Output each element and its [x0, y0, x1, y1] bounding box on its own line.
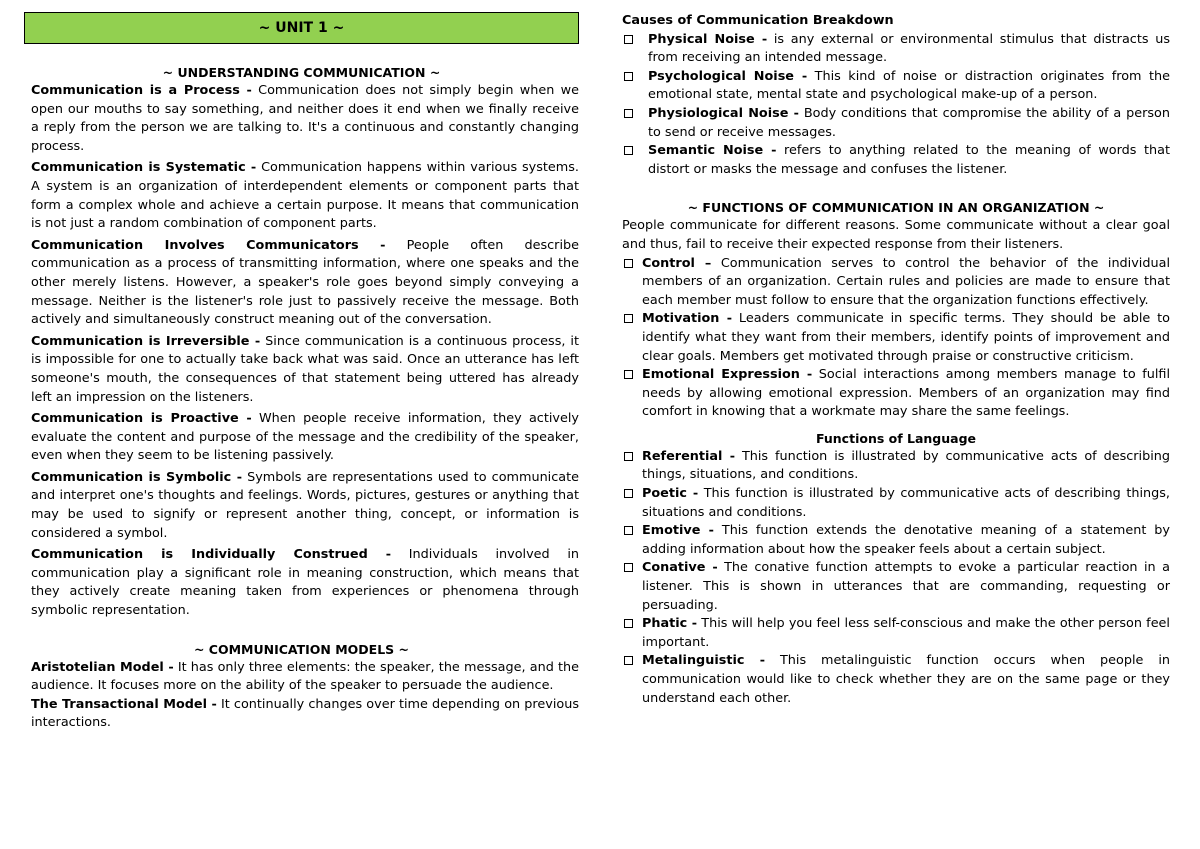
list-item: Referential - This function is illustrated by communicative acts of describing things, situations, and conditions.: [622, 448, 1170, 485]
checkbox-square-icon: [624, 526, 633, 535]
list-item: Poetic - This function is illustrated by communicative acts of describing things, situations and conditions.: [622, 485, 1170, 522]
list-item: Motivation - Leaders communicate in specific terms. They should be able to identify what they want from their members, identify points of improvement and clear goals. Members get motivated through praise or constructive criticism.: [622, 310, 1170, 366]
right-column: [622, 0, 1170, 708]
list-item: Control – Communication serves to control the behavior of the individual members of an organization. Certain rules and policies are made to ensure that each member must follow to ensure that the organization functions effectively.: [622, 255, 1170, 311]
checkbox-square-icon: [624, 656, 633, 665]
list-item: Emotive - This function extends the denotative meaning of a statement by adding information about how the speaker feels about a certain subject.: [622, 522, 1170, 559]
list-item: Semantic Noise - refers to anything related to the meaning of words that distort or masks the message and confuses the listener.: [622, 142, 1170, 179]
list-item: Metalinguistic - This metalinguistic function occurs when people in communication would like to check whether they are on the same page or they understand each other.: [622, 652, 1170, 708]
understanding-item-symbolic: Communication is Symbolic - Symbols are representations used to communicate and interpret one's thoughts and feelings. Words, pictures, gestures or anything that may be used to signify or represent another thing, concept, or information is considered a symbol.: [31, 469, 580, 541]
checkbox-square-icon: [624, 489, 633, 498]
list-item: Physiological Noise - Body conditions that compromise the ability of a person to send or receive messages.: [622, 105, 1170, 142]
model-item-aristotelian: Aristotelian Model - It has only three elements: the speaker, the message, and the audience. It focuses more on the ability of the speaker to persuade the audience.: [31, 659, 579, 694]
breakdown-list: [622, 31, 1170, 180]
model-item-transactional: The Transactional Model - It continually changes over time depending on previous interactions.: [31, 696, 579, 731]
understanding-item-irreversible: Communication is Irreversible - Since communication is a continuous process, it is impossible for one to actually take back what was said. Once an utterance has left someone's mouth, the consequences of that statement being uttered has already left an impression on the listeners.: [31, 333, 579, 405]
language-heading: Functions of Language: [815, 430, 977, 446]
checkbox-square-icon: [624, 259, 633, 268]
checkbox-square-icon: [624, 314, 633, 323]
functions-org-heading: ~ FUNCTIONS OF COMMUNICATION IN AN ORGANIZATION ~: [687, 200, 1105, 216]
functions-org-intro: People communicate for different reasons. Some communicate without a clear goal and thus, fail to receive their expected response from their listeners.: [622, 218, 1170, 252]
list-item: Psychological Noise - This kind of noise or distraction originates from the emotional state, mental state and psychological make-up of a person.: [622, 68, 1170, 105]
list-item: Emotional Expression - Social interactions among members manage to fulfil needs by allowing emotional expression. Members of an organization may find comfort in knowing that a workmate may share the same feelings.: [622, 366, 1170, 422]
checkbox-square-icon: [624, 146, 633, 155]
models-heading: ~ COMMUNICATION MODELS ~: [193, 641, 410, 657]
checkbox-square-icon: [624, 563, 633, 572]
language-list: [622, 448, 1170, 708]
left-column: [24, 0, 579, 733]
checkbox-square-icon: [624, 370, 633, 379]
checkbox-square-icon: [624, 35, 633, 44]
checkbox-square-icon: [624, 109, 633, 118]
unit-title: ~ UNIT 1 ~: [258, 20, 345, 36]
checkbox-square-icon: [624, 452, 633, 461]
understanding-item-proactive: Communication is Proactive - When people receive information, they actively evaluate the content and purpose of the message and the credibility of the speaker, even when they seem to be listening passively.: [31, 411, 579, 464]
checkbox-square-icon: [624, 619, 633, 628]
understanding-item-construed: Communication is Individually Construed - Individuals involved in communication play a significant role in meaning construction, which means that they actively create meaning taken from experiences or phenomena through symbolic representation.: [31, 547, 579, 619]
understanding-item-systematic: Communication is Systematic - Communication happens within various systems. A system is an organization of interdependent elements or component parts that form a complex whole and achieve a certain purpose. It means that communication is not just a random combination of component parts.: [31, 160, 579, 232]
functions-org-list: [622, 255, 1170, 422]
list-item: Phatic - This will help you feel less self-conscious and make the other person feel important.: [622, 615, 1170, 652]
list-item: Conative - The conative function attempts to evoke a particular reaction in a listener. This is shown in utterances that are commanding, requesting or persuading.: [622, 559, 1170, 615]
unit-banner: [24, 12, 579, 44]
list-item: Physical Noise - is any external or environmental stimulus that distracts us from receiving an intended message.: [622, 31, 1170, 68]
understanding-item-process: Communication is a Process - Communication does not simply begin when we open our mouths to say something, and neither does it end when we finally receive a reply from the person we are talking to. It's a continuous and constantly changing process.: [31, 83, 579, 154]
breakdown-heading: Causes of Communication Breakdown: [622, 13, 894, 28]
understanding-heading: ~ UNDERSTANDING COMMUNICATION ~: [162, 65, 441, 80]
checkbox-square-icon: [624, 72, 633, 81]
understanding-item-communicators: Communication Involves Communicators - People often describe communication as a process of transmitting information, where one speaks and the other merely listens. However, a speaker's role goes beyond simply conveying a message. Neither is the listener's role just to passively receive the message. Both actively and simultaneously construct meaning out of the conversation.: [31, 237, 579, 328]
